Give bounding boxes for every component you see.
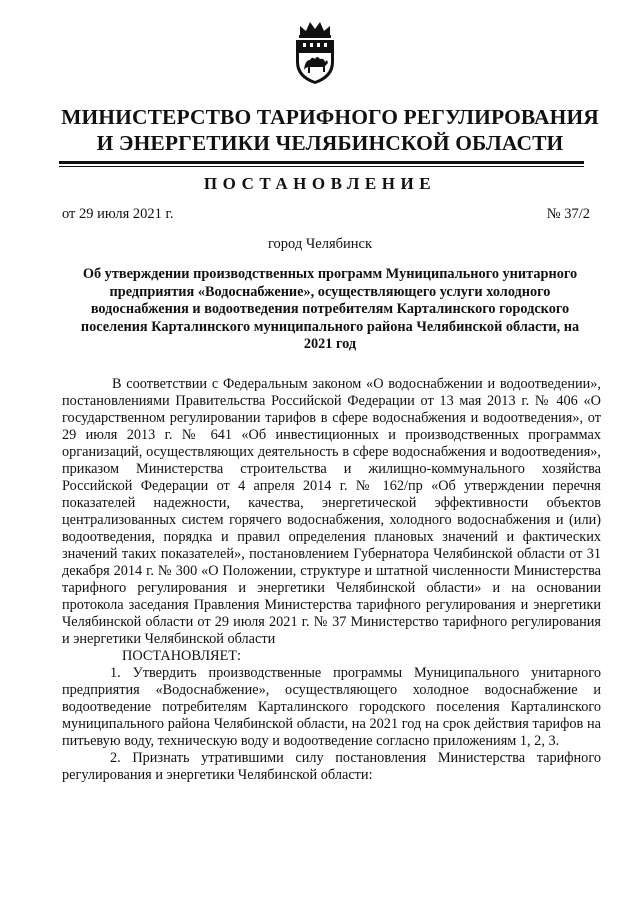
ministry-line-2: И ЭНЕРГЕТИКИ ЧЕЛЯБИНСКОЙ ОБЛАСТИ bbox=[96, 131, 564, 155]
document-city: город Челябинск bbox=[267, 236, 373, 252]
header-rule-thick bbox=[59, 161, 584, 164]
ministry-line-1: МИНИСТЕРСТВО ТАРИФНОГО РЕГУЛИРОВАНИЯ bbox=[61, 105, 599, 129]
document-body bbox=[62, 376, 601, 784]
chelyabinsk-coat-of-arms-icon bbox=[290, 20, 340, 86]
document-subject: Об утверждении производственных программ Муниципального унитарного предприятия «Водоснабжение», осуществляющего услуги холодного водоснабжения и водоотведения потребителям Карталинского городского поселения Карталинского муниципального района Челябинской области, на 2021 год bbox=[80, 266, 580, 352]
document-number: № 37/2 bbox=[546, 206, 590, 222]
item-1-paragraph: 1. Утвердить производственные программы Муниципального унитарного предприятия «Водоснабжение», осуществляющего холодное водоснабжение и водоотведение потребителям Карталинского городского поселения Карталинского муниципального района Челябинской области, на 2021 год на срок действия тарифов на питьевую воду, техническую воду и водоотведение согласно приложениям 1, 2, 3. bbox=[62, 665, 601, 749]
header-rule-thin bbox=[59, 166, 584, 167]
document-type: ПОСТАНОВЛЕНИЕ bbox=[203, 174, 437, 193]
item-2-paragraph: 2. Признать утратившими силу постановления Министерства тарифного регулирования и энергетики Челябинской области: bbox=[62, 750, 601, 783]
ministry-name bbox=[40, 104, 620, 156]
decree-heading: ПОСТАНОВЛЯЕТ: bbox=[122, 648, 242, 664]
document-date: от 29 июля 2021 г. bbox=[62, 206, 174, 222]
preamble-paragraph: В соответствии с Федеральным законом «О водоснабжении и водоотведении», постановлениями Правительства Российской Федерации от 13 мая 2013 г. № 406 «О государственном регулировании тарифов в сфере водоснабжения и водоотведения», от 29 июля 2013 г. № 641 «Об инвестиционных и производственных программах организаций, осуществляющих деятельность в сфере водоснабжения и водоотведения», приказом Министерства строительства и жилищно-коммунального хозяйства Российской Федерации от 4 апреля 2014 г. № 162/пр «Об утверждении перечня показателей надежности, качества, энергетической эффективности объектов централизованных систем горячего водоснабжения, холодного водоснабжения и (или) водоотведения, порядка и правил определения плановых значений и фактических значений таких показателей», постановлением Губернатора Челябинской области от 31 декабря 2014 г. № 300 «О Положении, структуре и штатной численности Министерства тарифного регулирования и энергетики Челябинской области» и на основании протокола заседания Правления Министерства тарифного регулирования и энергетики Челябинской области от 29 июля 2021 г. № 37 Министерство тарифного регулирования и энергетики Челябинской области bbox=[62, 376, 601, 647]
